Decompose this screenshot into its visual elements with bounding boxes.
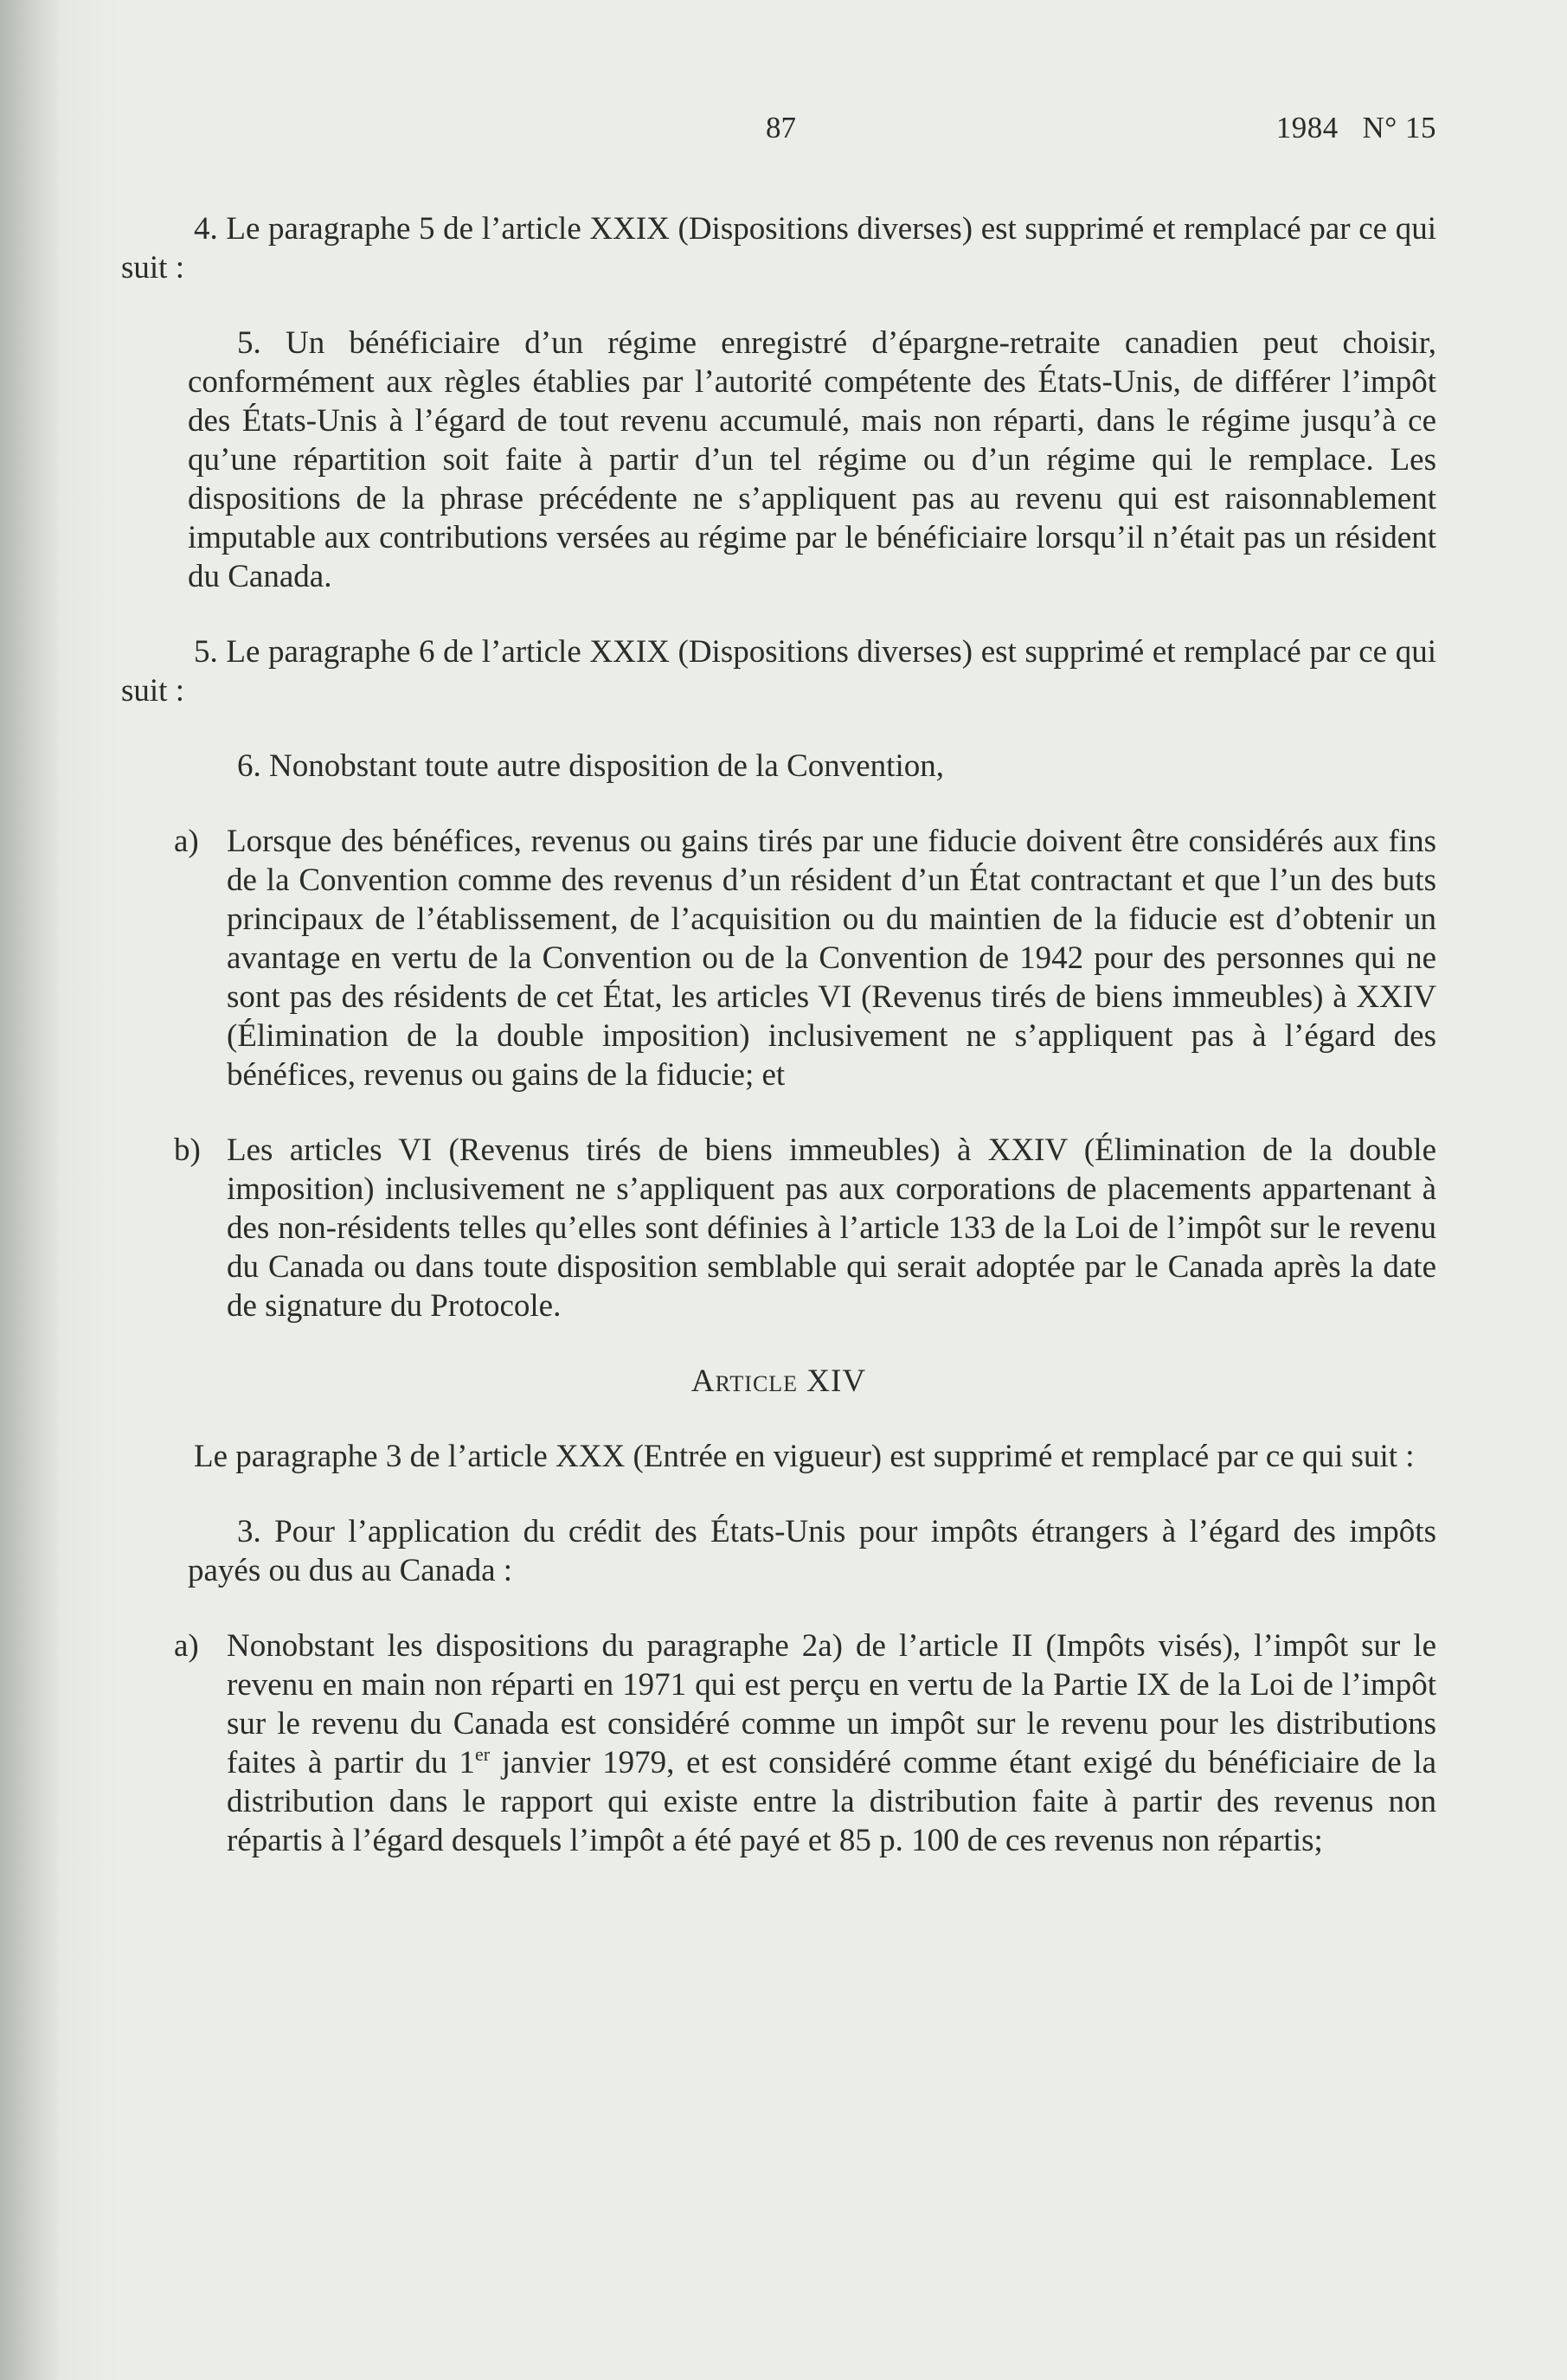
article-xiv-intro: Le paragraphe 3 de l’article XXX (Entrée en vigueur) est supprimé et remplacé par ce qui suit : [194, 1439, 1415, 1474]
quoted-paragraph-5-rrsp: 5. Un bénéficiaire d’un régime enregistré d’épargne-retraite canadien peut choisir, conformément aux règles établies par l’autorité compétente des États-Unis, de différer l’impôt des États-Unis à l’égard de tout revenu accumulé, mais non réparti, dans le régime jusqu’à ce qu’une répartition soit faite à partir d’un tel régime ou d’un régime qui le remplace. Les dispositions de la phrase précédente ne s’appliquent pas au revenu qui est raisonnablement imputable aux contributions versées au régime par le bénéficiaire lorsqu’il n’était pas un résident du Canada. [188, 325, 1436, 594]
page-number: 87 [766, 111, 796, 144]
list-item-undistributed-income-tax [174, 1626, 1437, 1860]
document-page [121, 0, 1436, 2380]
page-header [121, 111, 1436, 154]
body-text [121, 209, 1436, 1896]
list-item-text-part-2: janvier 1979, et est considéré comme étant exigé du bénéficiaire de la distribution dans le rapport qui existe entre la distribution faite à partir des revenus non répartis à l’égard desquels l’impôt a été payé et 85 p. 100 de ces revenus non répartis; [227, 1745, 1437, 1858]
list-item-nonresident-corporations [174, 1131, 1436, 1325]
gazette-year-number: 1984 N° 15 [1275, 111, 1436, 144]
amendment-paragraph-4-intro: 4. Le paragraphe 5 de l’article XXIX (Dispositions diverses) est supprimé et remplacé par ce qui suit : [121, 211, 1436, 285]
list-item-label: a) [174, 1628, 199, 1664]
amendment-paragraph-5-intro: 5. Le paragraphe 6 de l’article XXIX (Dispositions diverses) est supprimé et remplacé par ce qui suit : [121, 634, 1436, 709]
list-item-text: Lorsque des bénéfices, revenus ou gains tirés par une fiducie doivent être considérés aux fins de la Convention comme des revenus d’un résident d’un État contractant et que l’un des buts principaux de l’établissement, de l’acquisition ou du maintien de la fiducie est d’obtenir un avantage en vertu de la Convention ou de la Convention de 1942 pour des personnes qui ne sont pas des résidents de cet État, les articles VI (Revenus tirés de biens immeubles) à XXIV (Élimination de la double imposition) inclusivement ne s’appliquent pas à l’égard des bénéfices, revenus ou gains de la fiducie; et [227, 824, 1436, 1093]
list-item-text-part-1: Nonobstant les dispositions du paragraphe 2a) de l’article II (Impôts visés), l’impôt sur le revenu en main non réparti en 1971 qui est perçu en vertu de la Partie IX de la Loi de l’impôt sur le revenu du Canada est considéré comme un impôt sur le revenu pour les distributions faites à partir du 1 [227, 1628, 1436, 1780]
list-item-label: a) [174, 824, 199, 859]
binding-gutter-shadow [0, 0, 61, 2380]
list-item-text [227, 1628, 1436, 1858]
list-item-label: b) [174, 1132, 201, 1168]
article-heading: Article XIV [690, 1363, 867, 1399]
ordinal-superscript: er [474, 1743, 491, 1765]
quoted-paragraph-3-lead: 3. Pour l’application du crédit des États-Unis pour impôts étrangers à l’égard des impôts payés ou dus au Canada : [188, 1514, 1436, 1588]
list-item-text: Les articles VI (Revenus tirés de biens immeubles) à XXIV (Élimination de la double imposition) inclusivement ne s’appliquent pas aux corporations de placements appartenant à des non-résidents telles qu’elles sont définies à l’article 133 de la Loi de l’impôt sur le revenu du Canada ou dans toute disposition semblable qui serait adoptée par le Canada après la date de signature du Protocole. [227, 1132, 1436, 1324]
list-item-trust-benefits [174, 822, 1436, 1094]
quoted-paragraph-6-lead: 6. Nonobstant toute autre disposition de la Convention, [237, 748, 944, 784]
